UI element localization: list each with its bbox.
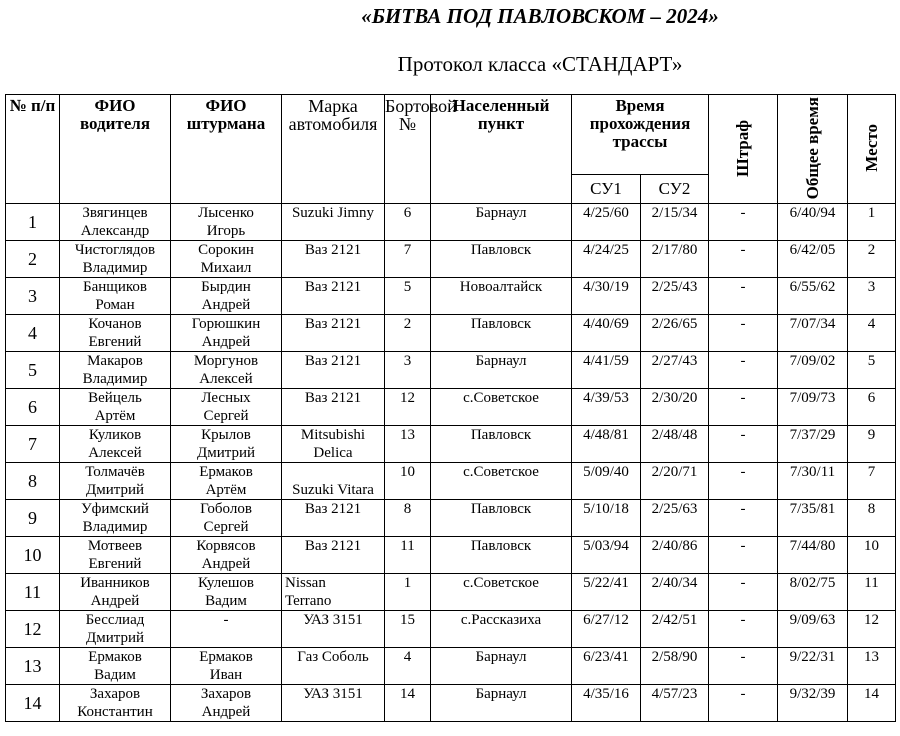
car-model: Mitsubishi Delica xyxy=(282,426,385,463)
car-model: Ваз 2121 xyxy=(282,315,385,352)
su1-time: 5/03/94 xyxy=(572,537,641,574)
board-number: 7 xyxy=(385,241,431,278)
su1-time: 5/09/40 xyxy=(572,463,641,500)
penalty: - xyxy=(709,500,778,537)
place: 13 xyxy=(848,648,896,685)
penalty: - xyxy=(709,204,778,241)
board-number: 13 xyxy=(385,426,431,463)
penalty: - xyxy=(709,352,778,389)
row-number: 5 xyxy=(6,352,60,389)
row-number: 7 xyxy=(6,426,60,463)
navigator-name: Захаров Андрей xyxy=(171,685,282,722)
city: Павловск xyxy=(431,537,572,574)
row-number: 4 xyxy=(6,315,60,352)
navigator-name: Кулешов Вадим xyxy=(171,574,282,611)
navigator-name: Ермаков Иван xyxy=(171,648,282,685)
total-time: 7/30/11 xyxy=(778,463,848,500)
total-time: 7/37/29 xyxy=(778,426,848,463)
navigator-name: Гоболов Сергей xyxy=(171,500,282,537)
penalty: - xyxy=(709,315,778,352)
su1-time: 5/10/18 xyxy=(572,500,641,537)
total-time: 7/35/81 xyxy=(778,500,848,537)
su2-time: 2/30/20 xyxy=(641,389,709,426)
table-row xyxy=(6,426,896,463)
total-time: 6/55/62 xyxy=(778,278,848,315)
table-row xyxy=(6,574,896,611)
place: 2 xyxy=(848,241,896,278)
place: 1 xyxy=(848,204,896,241)
su1-time: 4/40/69 xyxy=(572,315,641,352)
table-row xyxy=(6,611,896,648)
city: Павловск xyxy=(431,500,572,537)
su1-time: 4/41/59 xyxy=(572,352,641,389)
car-model: Ваз 2121 xyxy=(282,352,385,389)
header-city: Населенный пункт xyxy=(431,95,572,204)
su1-time: 4/24/25 xyxy=(572,241,641,278)
board-number: 10 xyxy=(385,463,431,500)
table-row xyxy=(6,537,896,574)
driver-name: Ермаков Вадим xyxy=(60,648,171,685)
penalty: - xyxy=(709,389,778,426)
total-time: 8/02/75 xyxy=(778,574,848,611)
table-row xyxy=(6,648,896,685)
car-model: УАЗ 3151 xyxy=(282,611,385,648)
city: с.Советское xyxy=(431,463,572,500)
penalty: - xyxy=(709,278,778,315)
row-number: 3 xyxy=(6,278,60,315)
penalty: - xyxy=(709,648,778,685)
table-row xyxy=(6,278,896,315)
su1-time: 4/35/16 xyxy=(572,685,641,722)
place: 4 xyxy=(848,315,896,352)
city: Барнаул xyxy=(431,648,572,685)
car-model: Ваз 2121 xyxy=(282,241,385,278)
su1-time: 6/23/41 xyxy=(572,648,641,685)
row-number: 12 xyxy=(6,611,60,648)
protocol-subtitle: Протокол класса «СТАНДАРТ» xyxy=(397,52,683,76)
header-su1: СУ1 xyxy=(572,174,641,204)
navigator-name: Лесных Сергей xyxy=(171,389,282,426)
navigator-name: Сорокин Михаил xyxy=(171,241,282,278)
city: Барнаул xyxy=(431,685,572,722)
header-time: Время прохождения трассы xyxy=(572,95,709,175)
place: 7 xyxy=(848,463,896,500)
board-number: 6 xyxy=(385,204,431,241)
car-model: Nissan Terrano xyxy=(282,574,385,611)
board-number: 4 xyxy=(385,648,431,685)
city: Новоалтайск xyxy=(431,278,572,315)
results-table xyxy=(5,94,896,722)
city: Павловск xyxy=(431,426,572,463)
penalty: - xyxy=(709,611,778,648)
car-model: Ваз 2121 xyxy=(282,389,385,426)
header-num: № п/п xyxy=(6,95,60,204)
su1-time: 6/27/12 xyxy=(572,611,641,648)
board-number: 1 xyxy=(385,574,431,611)
row-number: 6 xyxy=(6,389,60,426)
car-model: Suzuki Jimny xyxy=(282,204,385,241)
header-su2: СУ2 xyxy=(641,174,709,204)
table-row xyxy=(6,500,896,537)
su2-time: 4/57/23 xyxy=(641,685,709,722)
place: 8 xyxy=(848,500,896,537)
table-row xyxy=(6,204,896,241)
row-number: 13 xyxy=(6,648,60,685)
total-time: 9/09/63 xyxy=(778,611,848,648)
navigator-name: - xyxy=(171,611,282,648)
su1-time: 4/30/19 xyxy=(572,278,641,315)
penalty: - xyxy=(709,241,778,278)
navigator-name: Ермаков Артём xyxy=(171,463,282,500)
car-model: Suzuki Vitara xyxy=(282,463,385,500)
row-number: 14 xyxy=(6,685,60,722)
board-number: 12 xyxy=(385,389,431,426)
place: 14 xyxy=(848,685,896,722)
driver-name: Уфимский Владимир xyxy=(60,500,171,537)
car-model: Ваз 2121 xyxy=(282,537,385,574)
city: с.Советское xyxy=(431,389,572,426)
total-time: 9/32/39 xyxy=(778,685,848,722)
driver-name: Вейцель Артём xyxy=(60,389,171,426)
table-row xyxy=(6,389,896,426)
row-number: 9 xyxy=(6,500,60,537)
su1-time: 4/25/60 xyxy=(572,204,641,241)
board-number: 5 xyxy=(385,278,431,315)
su2-time: 2/40/34 xyxy=(641,574,709,611)
table-row xyxy=(6,352,896,389)
total-time: 9/22/31 xyxy=(778,648,848,685)
place: 11 xyxy=(848,574,896,611)
total-time: 7/09/73 xyxy=(778,389,848,426)
car-model: Газ Соболь xyxy=(282,648,385,685)
su2-time: 2/40/86 xyxy=(641,537,709,574)
driver-name: Звягинцев Александр xyxy=(60,204,171,241)
driver-name: Бесслиад Дмитрий xyxy=(60,611,171,648)
board-number: 3 xyxy=(385,352,431,389)
su2-time: 2/48/48 xyxy=(641,426,709,463)
navigator-name: Горюшкин Андрей xyxy=(171,315,282,352)
su2-time: 2/17/80 xyxy=(641,241,709,278)
navigator-name: Крылов Дмитрий xyxy=(171,426,282,463)
penalty: - xyxy=(709,426,778,463)
driver-name: Куликов Алексей xyxy=(60,426,171,463)
place: 12 xyxy=(848,611,896,648)
row-number: 2 xyxy=(6,241,60,278)
header-total: Общее время xyxy=(802,97,822,200)
driver-name: Чистоглядов Владимир xyxy=(60,241,171,278)
board-number: 14 xyxy=(385,685,431,722)
car-model: УАЗ 3151 xyxy=(282,685,385,722)
place: 10 xyxy=(848,537,896,574)
board-number: 2 xyxy=(385,315,431,352)
driver-name: Банщиков Роман xyxy=(60,278,171,315)
row-number: 11 xyxy=(6,574,60,611)
city: Павловск xyxy=(431,241,572,278)
driver-name: Макаров Владимир xyxy=(60,352,171,389)
total-time: 7/44/80 xyxy=(778,537,848,574)
navigator-name: Лысенко Игорь xyxy=(171,204,282,241)
place: 5 xyxy=(848,352,896,389)
place: 3 xyxy=(848,278,896,315)
driver-name: Иванников Андрей xyxy=(60,574,171,611)
total-time: 6/40/94 xyxy=(778,204,848,241)
table-row xyxy=(6,315,896,352)
header-car: Марка автомобиля xyxy=(282,95,385,204)
header-board: Бортовой № xyxy=(385,95,431,204)
su2-time: 2/25/63 xyxy=(641,500,709,537)
su2-time: 2/15/34 xyxy=(641,204,709,241)
driver-name: Мотвеев Евгений xyxy=(60,537,171,574)
navigator-name: Корвясов Андрей xyxy=(171,537,282,574)
car-model: Ваз 2121 xyxy=(282,278,385,315)
car-model: Ваз 2121 xyxy=(282,500,385,537)
table-row xyxy=(6,241,896,278)
board-number: 8 xyxy=(385,500,431,537)
place: 9 xyxy=(848,426,896,463)
row-number: 10 xyxy=(6,537,60,574)
su2-time: 2/42/51 xyxy=(641,611,709,648)
row-number: 1 xyxy=(6,204,60,241)
navigator-name: Моргунов Алексей xyxy=(171,352,282,389)
table-row xyxy=(6,685,896,722)
penalty: - xyxy=(709,574,778,611)
driver-name: Толмачёв Дмитрий xyxy=(60,463,171,500)
driver-name: Захаров Константин xyxy=(60,685,171,722)
header-driver: ФИО водителя xyxy=(60,95,171,204)
su2-time: 2/27/43 xyxy=(641,352,709,389)
driver-name: Кочанов Евгений xyxy=(60,315,171,352)
table-row xyxy=(6,463,896,500)
city: Барнаул xyxy=(431,204,572,241)
row-number: 8 xyxy=(6,463,60,500)
total-time: 7/09/02 xyxy=(778,352,848,389)
su1-time: 4/39/53 xyxy=(572,389,641,426)
total-time: 6/42/05 xyxy=(778,241,848,278)
header-navigator: ФИО штурмана xyxy=(171,95,282,204)
header-place: Место xyxy=(861,124,881,173)
penalty: - xyxy=(709,685,778,722)
protocol-title: «БИТВА ПОД ПАВЛОВСКОМ – 2024» xyxy=(361,4,719,28)
penalty: - xyxy=(709,537,778,574)
city: Барнаул xyxy=(431,352,572,389)
su1-time: 5/22/41 xyxy=(572,574,641,611)
city: с.Советское xyxy=(431,574,572,611)
board-number: 15 xyxy=(385,611,431,648)
su2-time: 2/25/43 xyxy=(641,278,709,315)
header-penalty: Штраф xyxy=(733,119,753,177)
city: с.Рассказиха xyxy=(431,611,572,648)
su2-time: 2/58/90 xyxy=(641,648,709,685)
su1-time: 4/48/81 xyxy=(572,426,641,463)
penalty: - xyxy=(709,463,778,500)
navigator-name: Бырдин Андрей xyxy=(171,278,282,315)
city: Павловск xyxy=(431,315,572,352)
su2-time: 2/26/65 xyxy=(641,315,709,352)
total-time: 7/07/34 xyxy=(778,315,848,352)
board-number: 11 xyxy=(385,537,431,574)
place: 6 xyxy=(848,389,896,426)
su2-time: 2/20/71 xyxy=(641,463,709,500)
